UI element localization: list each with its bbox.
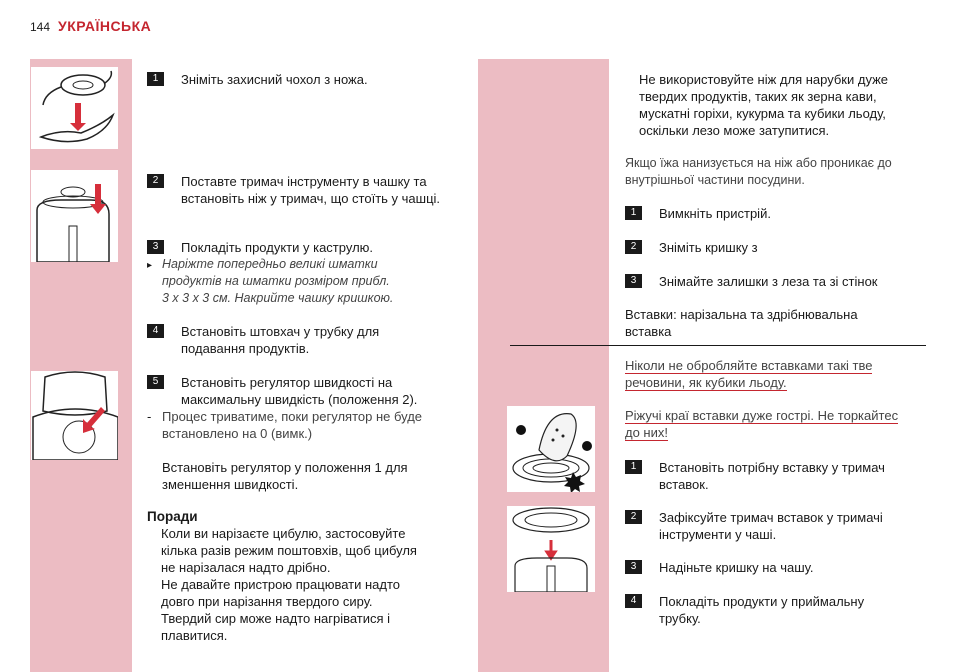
dash-marker: -	[147, 409, 152, 424]
step-text: Поставте тримач інструменту в чашку та встановіть ніж у тримач, що стоїть у чашці.	[181, 174, 441, 206]
tip-line: 3 x 3 x 3 см. Накрийте чашку кришкою.	[162, 291, 394, 305]
tips-title: Поради	[147, 509, 198, 524]
step-text: Знімайте залишки з леза та зі стінок	[659, 274, 878, 289]
step-3-tip	[162, 256, 452, 307]
step-text: Зніміть захисний чохол з ножа.	[181, 72, 368, 87]
step-5-after: Встановіть регулятор у положення 1 для зменшення швидкості.	[162, 460, 408, 492]
step-text: Покладіть продукти у каструлю.	[181, 240, 374, 255]
caution-line: до них!	[625, 425, 668, 440]
warning-line: оскільки лезо може затупитися.	[639, 123, 830, 138]
tips-section	[147, 508, 467, 644]
tip-line: плавитися.	[161, 628, 228, 643]
step-number: 1	[625, 460, 642, 474]
title-line: вставка	[625, 324, 672, 339]
step-number: 5	[147, 375, 164, 389]
step-text: Вимкніть пристрій.	[659, 206, 771, 221]
insert-holder-illustration	[507, 406, 595, 492]
tips-text	[147, 525, 467, 644]
step-number: 3	[625, 274, 642, 288]
step-text: Зніміть кришку з	[659, 240, 758, 255]
tip-line: довго при нарізання твердого сиру.	[161, 594, 373, 609]
left-pink-column	[30, 59, 132, 672]
step-number: 2	[625, 240, 642, 254]
step-text: Встановіть потрібну вставку у тримач вставок.	[659, 460, 885, 492]
step-number: 3	[147, 240, 164, 254]
step-number: 3	[625, 560, 642, 574]
speed-control-illustration	[31, 371, 118, 460]
tip-line: Твердий сир може надто нагріватися і	[161, 611, 391, 626]
inserts-section-title	[625, 306, 925, 340]
step-number: 1	[625, 206, 642, 220]
step-number: 4	[625, 594, 642, 608]
step-text: Встановіть штовхач у трубку для подавання продуктів.	[181, 324, 380, 356]
page-number: 144	[30, 20, 51, 34]
tip-line: кілька разів режим поштовхів, щоб цибуля	[161, 543, 417, 558]
tip-line: не нарізалася надто дрібно.	[161, 560, 331, 575]
step-text: Зафіксуйте тримач вставок у тримачі інструменти у чаші.	[659, 510, 883, 542]
step-5-note: Процес триватиме, поки регулятор не буде встановлено на 0 (вимк.)	[162, 409, 423, 441]
step-number: 2	[625, 510, 642, 524]
warning-line: твердих продуктів, таких як зерна кави,	[639, 89, 877, 104]
step-number: 4	[147, 324, 164, 338]
blade-warning	[639, 71, 929, 139]
title-line: Вставки: нарізальна та здрібнювальна	[625, 307, 858, 322]
step-number: 2	[147, 174, 164, 188]
tip-line: Не давайте пристрою працювати надто	[161, 577, 401, 592]
note-line: внутрішньої частини посудини.	[625, 173, 805, 187]
bullet-marker: ▸	[147, 260, 153, 271]
caution-1	[625, 357, 925, 391]
tip-line: продуктів на шматки розміром прибл.	[162, 274, 390, 288]
caution-line: речовини, як кубики льоду.	[625, 375, 787, 390]
step-text: Покладіть продукти у приймальну трубку.	[659, 594, 865, 626]
warning-line: мускатні горіхи, кукурма та кубики льоду,	[639, 106, 886, 121]
step-text: Надіньте кришку на чашу.	[659, 560, 814, 575]
section-divider	[510, 345, 926, 346]
blade-cover-illustration	[31, 67, 118, 149]
tip-line: Наріжте попередньо великі шматки	[162, 257, 378, 271]
tip-line: Коли ви нарізаєте цибулю, застосовуйте	[161, 526, 406, 541]
holder-in-bowl-illustration	[31, 170, 118, 262]
step-number: 1	[147, 72, 164, 86]
caution-line: Ріжучі краї вставки дуже гострі. Не торкайтес	[625, 408, 899, 423]
step-text: Встановіть регулятор швидкості на максимальну швидкість (положення 2).	[181, 375, 418, 407]
note-line: Якщо їжа нанизується на ніж або проникає до	[625, 156, 892, 170]
caution-line: Ніколи не обробляйте вставками такі тве	[625, 358, 873, 373]
caution-2	[625, 407, 925, 441]
insert-in-bowl-illustration	[507, 506, 595, 592]
language-heading: УКРАЇНСЬКА	[58, 18, 152, 34]
warning-line: Не використовуйте ніж для нарубки дуже	[639, 72, 889, 87]
food-note	[625, 155, 935, 189]
